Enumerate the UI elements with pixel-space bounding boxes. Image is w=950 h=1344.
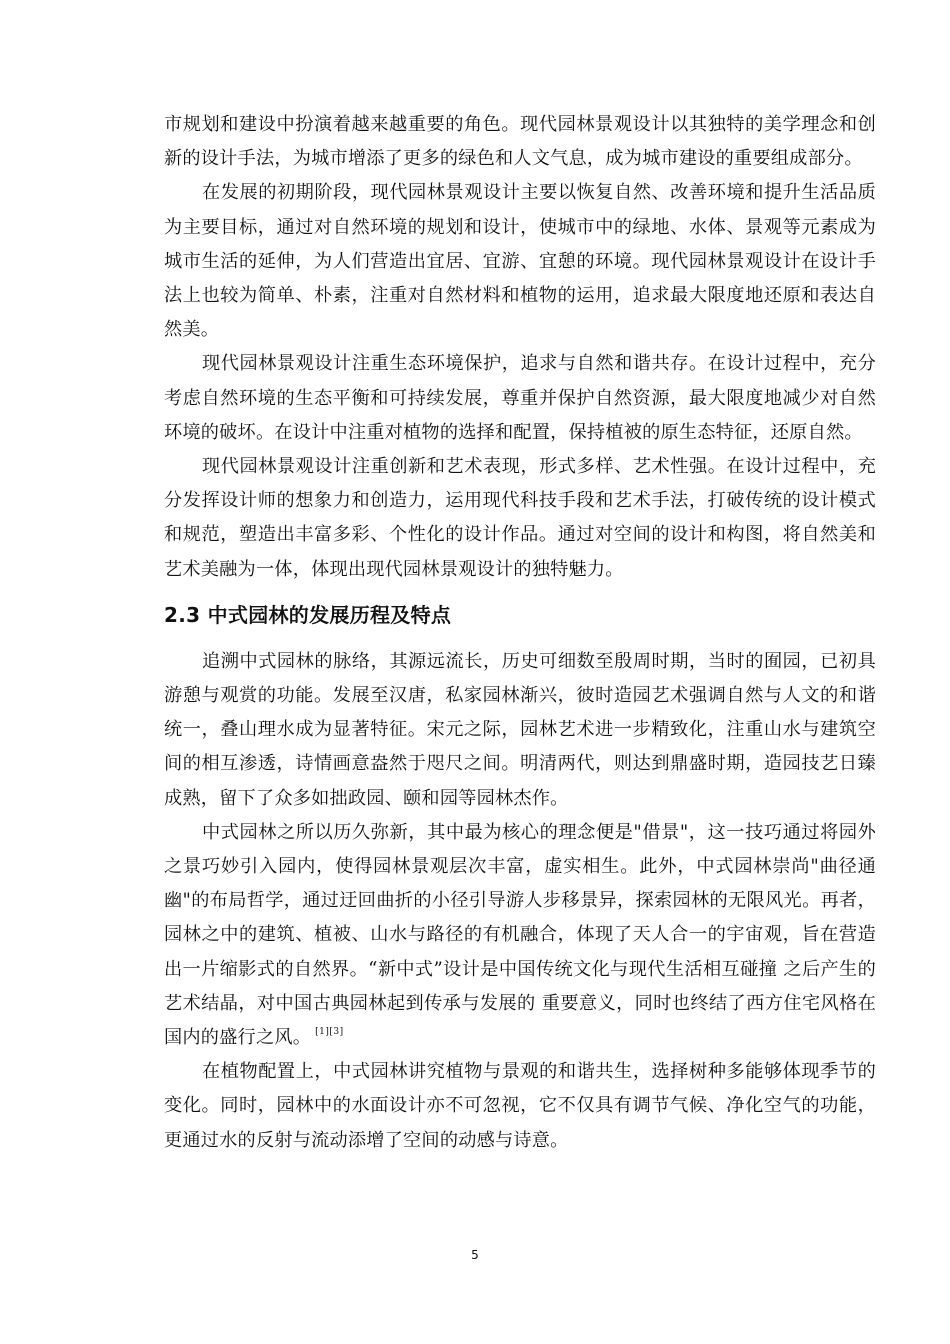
paragraph-ecology: 现代园林景观设计注重生态环境保护，追求与自然和谐共存。在设计过程中，充分考虑自然环境的生态平衡和可持续发展，尊重并保护自然资源，最大限度地减少对自然环境的破坏。在设计中注重对植物的选择和配置，保持植被的原生态特征，还原自然。 [164, 353, 876, 443]
page-body [164, 108, 876, 1158]
paragraph-innovation: 现代园林景观设计注重创新和艺术表现，形式多样、艺术性强。在设计过程中，充分发挥设计师的想象力和创造力，运用现代科技手段和艺术手法，打破传统的设计模式和规范，塑造出丰富多彩、个性化的设计作品。通过对空间的设计和构图，将自然美和艺术美融为一体，体现出现代园林景观设计的独特魅力。 [164, 456, 876, 580]
paragraph-concept-text: 中式园林之所以历久弥新，其中最为核心的理念便是"借景"，这一技巧通过将园外之景巧妙引入园内，使得园林景观层次丰富，虚实相生。此外，中式园林崇尚"曲径通幽"的布局哲学，通过迂回曲折的小径引导游人步移景异，探索园林的无限风光。再者，园林之中的建筑、植被、山水与路径的有机融合，体现了天人合一的宇宙观，旨在营造出一片缩影式的自然界。“新中式”设计是中国传统文化与现代生活相互碰撞 之后产生的艺术结晶，对中国古典园林起到传承与发展的 重要意义，同时也终结了西方住宅风格在国内的盛行之风。 [164, 821, 876, 1049]
paragraph-history: 追溯中式园林的脉络，其源远流长，历史可细数至殷周时期，当时的囿园，已初具游憩与观赏的功能。发展至汉唐，私家园林渐兴，彼时造园艺术强调自然与人文的和谐统一，叠山理水成为显著特征。宋元之际，园林艺术进一步精致化，注重山水与建筑空间的相互渗透，诗情画意盎然于咫尺之间。明清两代，则达到鼎盛时期，造园技艺日臻成熟，留下了众多如拙政园、颐和园等园林杰作。 [164, 650, 876, 809]
paragraph-concept [164, 816, 876, 1055]
paragraph-planting: 在植物配置上，中式园林讲究植物与景观的和谐共生，选择树种多能够体现季节的变化。同时，园林中的水面设计亦不可忽视，它不仅具有调节气候、净化空气的功能，更通过水的反射与流动添增了空间的动感与诗意。 [164, 1061, 876, 1151]
page-number: 5 [471, 1248, 479, 1262]
citation-reference[interactable]: [1][3] [315, 1027, 344, 1038]
section-heading: 2.3 中式园林的发展历程及特点 [164, 602, 452, 627]
paragraph-continuation: 市规划和建设中扮演着越来越重要的角色。现代园林景观设计以其独特的美学理念和创新的设计手法，为城市增添了更多的绿色和人文气息，成为城市建设的重要组成部分。 [164, 114, 876, 170]
paragraph-early-stage: 在发展的初期阶段，现代园林景观设计主要以恢复自然、改善环境和提升生活品质为主要目标，通过对自然环境的规划和设计，使城市中的绿地、水体、景观等元素成为城市生活的延伸，为人们营造出宜居、宜游、宜憩的环境。现代园林景观设计在设计手法上也较为简单、朴素，注重对自然材料和植物的运用，追求最大限度地还原和表达自然美。 [164, 182, 876, 341]
